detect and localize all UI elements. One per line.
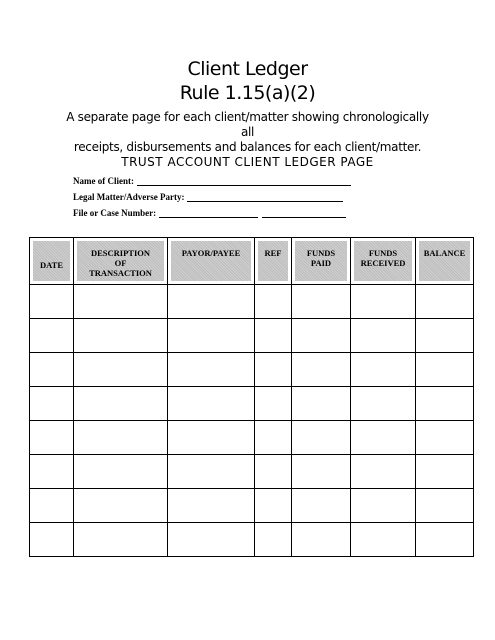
header-shade — [419, 241, 470, 281]
table-cell-balance[interactable] — [416, 455, 474, 489]
table-cell-balance[interactable] — [416, 387, 474, 421]
header-cell-funds-received — [351, 238, 416, 285]
table-cell-description[interactable] — [74, 387, 168, 421]
table-row — [30, 387, 474, 421]
legal-matter-label: Legal Matter/Adverse Party: — [73, 192, 185, 202]
table-cell-payor-payee[interactable] — [168, 523, 255, 557]
table-cell-description[interactable] — [74, 319, 168, 353]
table-cell-funds-received[interactable] — [351, 285, 416, 319]
table-row — [30, 455, 474, 489]
table-cell-ref[interactable] — [255, 455, 292, 489]
header-row — [30, 238, 474, 285]
table-cell-description[interactable] — [74, 353, 168, 387]
table-cell-date[interactable] — [30, 489, 74, 523]
header-label-line: FUNDS — [306, 248, 336, 258]
header-label-line: BALANCE — [423, 248, 466, 258]
page-title: Client Ledger — [187, 58, 308, 80]
header-label — [416, 248, 473, 258]
ledger-body — [30, 238, 474, 557]
table-cell-date[interactable] — [30, 319, 74, 353]
file-case-blank-2[interactable] — [262, 209, 346, 218]
table-row — [30, 353, 474, 387]
table-cell-balance[interactable] — [416, 285, 474, 319]
table-cell-payor-payee[interactable] — [168, 353, 255, 387]
table-cell-payor-payee[interactable] — [168, 285, 255, 319]
header-label — [168, 248, 254, 258]
table-row — [30, 523, 474, 557]
section-heading: TRUST ACCOUNT CLIENT LEDGER PAGE — [121, 155, 374, 169]
table-cell-ref[interactable] — [255, 319, 292, 353]
table-cell-description[interactable] — [74, 455, 168, 489]
header-shade — [171, 241, 251, 281]
table-cell-ref[interactable] — [255, 353, 292, 387]
header-cell-funds-paid — [292, 238, 351, 285]
table-cell-balance[interactable] — [416, 523, 474, 557]
table-cell-date[interactable] — [30, 353, 74, 387]
table-cell-date[interactable] — [30, 455, 74, 489]
table-cell-balance[interactable] — [416, 421, 474, 455]
header-label-line: PAID — [310, 258, 332, 268]
header-label — [292, 248, 350, 268]
file-case-blank-1[interactable] — [159, 209, 258, 218]
table-cell-balance[interactable] — [416, 319, 474, 353]
header-shade — [258, 241, 288, 281]
table-cell-funds-received[interactable] — [351, 421, 416, 455]
table-cell-funds-paid[interactable] — [292, 387, 351, 421]
header-cell-ref — [255, 238, 292, 285]
header-label — [30, 260, 73, 270]
table-row — [30, 285, 474, 319]
header-label-line: PAYOR/PAYEE — [181, 248, 241, 258]
header-cell-balance — [416, 238, 474, 285]
header-label — [351, 248, 415, 268]
header-cell-description — [74, 238, 168, 285]
header-label-line: REF — [264, 248, 282, 258]
table-cell-ref[interactable] — [255, 421, 292, 455]
header-cell-date — [30, 238, 74, 285]
client-name-label: Name of Client: — [73, 176, 134, 186]
table-row — [30, 319, 474, 353]
table-cell-funds-paid[interactable] — [292, 319, 351, 353]
header-label — [255, 248, 291, 258]
header-label-line: RECEIVED — [360, 258, 406, 268]
table-cell-funds-paid[interactable] — [292, 285, 351, 319]
ledger-table — [29, 237, 474, 557]
table-cell-ref[interactable] — [255, 523, 292, 557]
header-label-line: OF — [114, 258, 127, 268]
legal-matter-field[interactable] — [73, 192, 343, 202]
table-cell-balance[interactable] — [416, 353, 474, 387]
page-description — [60, 110, 435, 155]
table-cell-payor-payee[interactable] — [168, 319, 255, 353]
header-label — [74, 248, 167, 278]
table-row — [30, 421, 474, 455]
table-cell-date[interactable] — [30, 285, 74, 319]
client-name-blank[interactable] — [137, 177, 351, 186]
table-row — [30, 489, 474, 523]
table-cell-date[interactable] — [30, 523, 74, 557]
description-line-1: A separate page for each client/matter showing chronologically all — [66, 110, 429, 139]
table-cell-description[interactable] — [74, 523, 168, 557]
table-cell-description[interactable] — [74, 285, 168, 319]
header-cell-payor-payee — [168, 238, 255, 285]
table-cell-funds-paid[interactable] — [292, 353, 351, 387]
table-cell-balance[interactable] — [416, 489, 474, 523]
table-cell-date[interactable] — [30, 421, 74, 455]
table-cell-funds-paid[interactable] — [292, 455, 351, 489]
table-cell-payor-payee[interactable] — [168, 489, 255, 523]
table-cell-funds-received[interactable] — [351, 489, 416, 523]
file-case-field[interactable] — [73, 208, 346, 218]
table-cell-funds-received[interactable] — [351, 353, 416, 387]
table-cell-description[interactable] — [74, 421, 168, 455]
header-label-line: DESCRIPTION — [90, 248, 151, 258]
table-cell-ref[interactable] — [255, 285, 292, 319]
description-line-2: receipts, disbursements and balances for each client/matter. — [73, 140, 422, 154]
table-cell-funds-received[interactable] — [351, 387, 416, 421]
table-cell-funds-paid[interactable] — [292, 523, 351, 557]
table-cell-funds-received[interactable] — [351, 319, 416, 353]
table-cell-date[interactable] — [30, 387, 74, 421]
rule-reference: Rule 1.15(a)(2) — [179, 82, 316, 104]
table-cell-description[interactable] — [74, 489, 168, 523]
table-cell-ref[interactable] — [255, 489, 292, 523]
table-cell-funds-received[interactable] — [351, 455, 416, 489]
legal-matter-blank[interactable] — [187, 193, 343, 202]
header-label-line: TRANSACTION — [89, 268, 152, 278]
file-case-label: File or Case Number: — [73, 208, 157, 218]
table-cell-funds-paid[interactable] — [292, 421, 351, 455]
header-label-line: FUNDS — [368, 248, 398, 258]
table-cell-payor-payee[interactable] — [168, 455, 255, 489]
client-name-field[interactable] — [73, 176, 351, 186]
table-cell-payor-payee[interactable] — [168, 421, 255, 455]
table-cell-ref[interactable] — [255, 387, 292, 421]
header-label-line: DATE — [40, 260, 63, 270]
table-cell-payor-payee[interactable] — [168, 387, 255, 421]
table-cell-funds-received[interactable] — [351, 523, 416, 557]
table-cell-funds-paid[interactable] — [292, 489, 351, 523]
